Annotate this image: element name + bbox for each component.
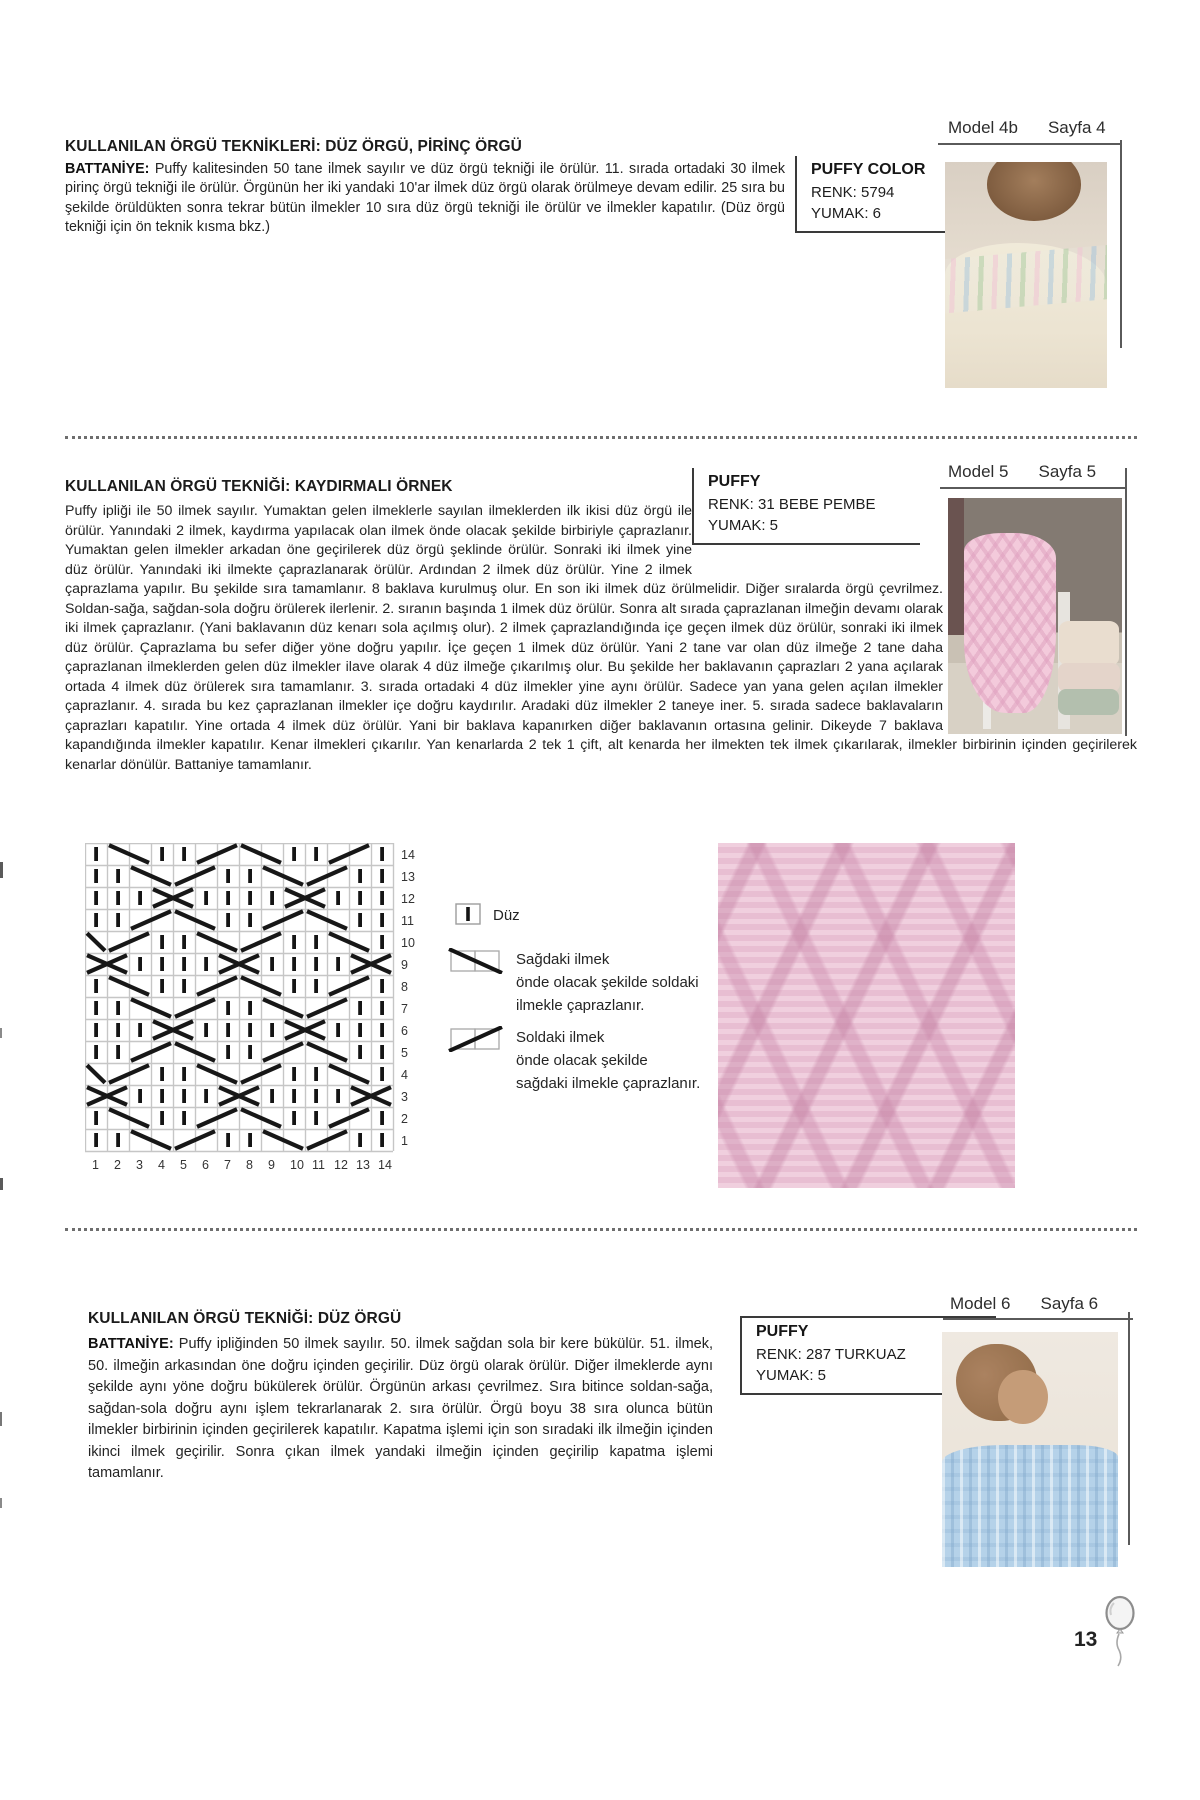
- photo-side-rule: [1128, 1312, 1130, 1545]
- yarn-skeins: YUMAK: 5: [756, 1367, 827, 1384]
- svg-text:13: 13: [356, 1158, 370, 1172]
- svg-text:3: 3: [136, 1158, 143, 1172]
- yarn-brand: PUFFY COLOR: [811, 161, 926, 178]
- svg-text:3: 3: [401, 1090, 408, 1104]
- photo-model5-pink-blanket-on-stool: [948, 498, 1122, 734]
- legend-item-knit: [455, 903, 520, 927]
- label-underline: [938, 143, 1122, 145]
- section1-title: KULLANILAN ÖRGÜ TEKNİKLERİ: DÜZ ÖRGÜ, PİRİNÇ ÖRGÜ: [65, 138, 522, 155]
- photo-model4b-baby-cream-blanket: [945, 162, 1107, 388]
- storage-box: [1058, 663, 1121, 691]
- legend-item-cross-right: [448, 948, 699, 1017]
- label-underline: [943, 1318, 1133, 1320]
- section2-body: Puffy ipliği ile 50 ilmek sayılır. Yumaktan gelen ilmeklerle sayılan ilmeklerden ilk ikisi düz örgü ile örülür. Yanındaki 2 ilmek, kaydırma yapılacak olan ilmek önde olacak şekilde birbiriyle çaprazlanır. Yumaktan gelen ilmekler arkadan öne geçirilerek düz örgü şeklinde örülür. Sonraki iki ilmek yine düz örülür. Yanındaki iki ilmekte çaprazlanarak örülür. Ardından 2 ilmek düz örülür. Yine 2 ilmek çaprazlama yapılır. Bu şekilde sıra tamamlanır. 8 baklava kurulmuş olur. En son iki ilmek düz örülmelidir. Diğer sıralarda örgü çevrilmez. Soldan-sağa, sağdan-sola doğru örülerek ilerlenir. 2. sıranın başında 1 ilmek düz örülür. Sonra alt sırada çaprazlanan ilmeğin devamı olarak iki ilmek çaprazlanır. (Yani baklavanın düz kenarı sola açılmış olur). 2 ilmek çaprazlandığında içe geçen ilmek düz örülür, sonraki iki ilmek düz örülür. Çaprazlama bu sefer diğer yöne doğru yapılır. İçe geçen 1 ilmek düz örülür. Yani 2 tane var olan düz ilmeğe 2 tane daha çaprazlanan ilmeklerden gelen düz ilmekler ilave olarak 4 düz ilmeğe çıkarılmış olur. Bu şekilde her baklavanın çaprazları 2 yana açılarak ortada 4 ilmek düz örülerek sıra tamamlanır. 3. sırada ortadaki 4 düz ilmekler yine aynı örülür. Sadece yan yana gelen açılan ilmekler çaprazlanır. 4. sırada bu kez çaprazlanan ilmekler içe doğru kaydırılır. Aradaki düz ilmekler 2 taneye iner. 5. sırada sadece baklavaların çaprazları kapatılır. Yine ortada 4 ilmek düz örülür. Yani bir baklava kapanırken diğer baklavanın ortasına gelinir. Dikeyde 7 baklava kapandığında ilmekler kapatılır. Kenar ilmekleri çıkarılır. Yan kenarlarda 2 tek 1 çift, alt kenarda her ilmekten tek ilmek çıkarılarak, ilmekler birbirinin içinden geçirilerek kenarlar dönülür. Battaniye tamamlanır.: [65, 503, 1137, 773]
- section3-title: KULLANILAN ÖRGÜ TEKNİĞİ: DÜZ ÖRGÜ: [88, 1310, 402, 1327]
- knit-symbol-icon: [455, 903, 481, 925]
- page-ref: Sayfa 6: [1040, 1294, 1099, 1313]
- yarn-info-box-model5: [692, 468, 920, 545]
- svg-text:8: 8: [401, 980, 408, 994]
- yarn-skeins: YUMAK: 6: [811, 205, 882, 222]
- baby-head: [987, 162, 1081, 221]
- section1-body: BATTANİYE: Puffy kalitesinden 50 tane ilmek sayılır ve düz örgü tekniği ile örülür. 11. sırada ortadaki 30 ilmek pirinç örgü tekniği ile örülür. Örgünün her iki yandaki 10'ar ilmek düz örgü olarak örülmeye devam edilir. 25 sıra bu şekilde örüldükten sonra tekrar bütün ilmekler 10 sıra düz örgü tekniği ile örülür ve ilmekler kapatılır. (Düz örgü tekniği için ön teknik kısma bkz.): [65, 161, 785, 235]
- curtain: [948, 498, 964, 635]
- photo-side-rule: [1125, 468, 1127, 736]
- svg-text:5: 5: [180, 1158, 187, 1172]
- photo-model6-baby-blue-blanket: [942, 1332, 1118, 1567]
- section3-lead: BATTANİYE:: [88, 1336, 174, 1352]
- svg-text:9: 9: [268, 1158, 275, 1172]
- binding-mark: [0, 1178, 3, 1190]
- svg-text:11: 11: [312, 1158, 325, 1172]
- section-divider: [65, 1228, 1137, 1231]
- svg-text:7: 7: [401, 1002, 408, 1016]
- svg-text:12: 12: [401, 892, 415, 906]
- svg-text:10: 10: [401, 936, 415, 950]
- svg-text:6: 6: [401, 1024, 408, 1038]
- svg-text:8: 8: [246, 1158, 253, 1172]
- legend-label: Sağdaki ilmek önde olacak şekilde soldaki ilmekle çaprazlanır.: [516, 951, 699, 1014]
- model-page-label-6: [950, 1294, 1098, 1314]
- storage-box: [1059, 621, 1118, 666]
- svg-text:14: 14: [378, 1158, 392, 1172]
- pink-blanket: [964, 533, 1056, 712]
- label-underline: [940, 487, 1126, 489]
- section2-title: KULLANILAN ÖRGÜ TEKNİĞİ: KAYDIRMALI ÖRNEK: [65, 478, 453, 495]
- svg-text:2: 2: [114, 1158, 121, 1172]
- yarn-color: RENK: 5794: [811, 184, 895, 201]
- section3-body: BATTANİYE: Puffy ipliğinden 50 ilmek sayılır. 50. ilmek sağdan sola bir kere bükülür. 51. ilmek, 50. ilmeğin arkasından öne doğru içinden geçirilir. Düz örgü olarak örülür. Diğer ilmeklerde aynı şekilde aynı yöne doğru bükülerek örülür. Örgünün arkası çevrilmez. Sıra bitince soldan-sağa, sağdan-sola doğru aynı işlem tekrarlanarak 2. sıra örülür. Örgü boyu 38 sıra olunca bütün ilmekler birbirinin içinden geçirilerek kapatılır. Kapatma işlemi için son sıradaki ilk ilmeğin içinden ikinci ilmek geçirilir. Sonra çıkan ilmek yandaki ilmeğin içinden geçirilip kapatma işlemi tamamlanır.: [88, 1336, 713, 1481]
- binding-mark: [0, 1028, 2, 1038]
- svg-text:9: 9: [401, 958, 408, 972]
- legend-label: Soldaki ilmek önde olacak şekilde sağdaki ilmekle çaprazlanır.: [516, 1029, 701, 1092]
- svg-text:14: 14: [401, 848, 415, 862]
- yarn-brand: PUFFY: [708, 473, 761, 490]
- yarn-color: RENK: 287 TURKUAZ: [756, 1346, 906, 1363]
- binding-mark: [0, 1412, 2, 1426]
- page-ref: Sayfa 4: [1047, 118, 1106, 137]
- svg-text:4: 4: [401, 1068, 408, 1082]
- balloon-icon: [1100, 1594, 1140, 1670]
- legend-item-cross-left: [448, 1026, 700, 1095]
- model-page-label-4b: [948, 118, 1106, 138]
- yarn-skeins: YUMAK: 5: [708, 517, 779, 534]
- section-divider: [65, 436, 1137, 439]
- model-page-label-5: [948, 462, 1096, 482]
- yarn-brand: PUFFY: [756, 1323, 809, 1340]
- legend-label: Düz: [493, 907, 520, 924]
- model-name: Model 6: [950, 1294, 1011, 1313]
- svg-text:6: 6: [202, 1158, 209, 1172]
- svg-text:10: 10: [290, 1158, 304, 1172]
- svg-text:2: 2: [401, 1112, 408, 1126]
- svg-text:13: 13: [401, 870, 415, 884]
- photo-side-rule: [1120, 140, 1122, 348]
- knitting-chart: [85, 843, 433, 1177]
- page-ref: Sayfa 5: [1038, 462, 1097, 481]
- blue-knit-blanket: [942, 1445, 1118, 1567]
- svg-text:4: 4: [158, 1158, 165, 1172]
- svg-text:12: 12: [334, 1158, 348, 1172]
- model-name: Model 5: [948, 462, 1009, 481]
- svg-text:11: 11: [401, 914, 414, 928]
- svg-text:5: 5: [401, 1046, 408, 1060]
- section1-lead: BATTANİYE:: [65, 161, 150, 177]
- yarn-color: RENK: 31 BEBE PEMBE: [708, 496, 876, 513]
- cross-right-symbol-icon: [448, 948, 504, 974]
- storage-box: [1058, 689, 1119, 715]
- binding-mark: [0, 1498, 2, 1508]
- photo-pink-knit-texture: [718, 843, 1015, 1188]
- svg-text:1: 1: [92, 1158, 99, 1172]
- baby-face: [998, 1370, 1047, 1424]
- binding-mark: [0, 862, 3, 878]
- svg-text:7: 7: [224, 1158, 231, 1172]
- model-name: Model 4b: [948, 118, 1018, 137]
- svg-text:1: 1: [401, 1134, 408, 1148]
- cross-left-symbol-icon: [448, 1026, 504, 1052]
- page-number: 13: [1074, 1628, 1098, 1651]
